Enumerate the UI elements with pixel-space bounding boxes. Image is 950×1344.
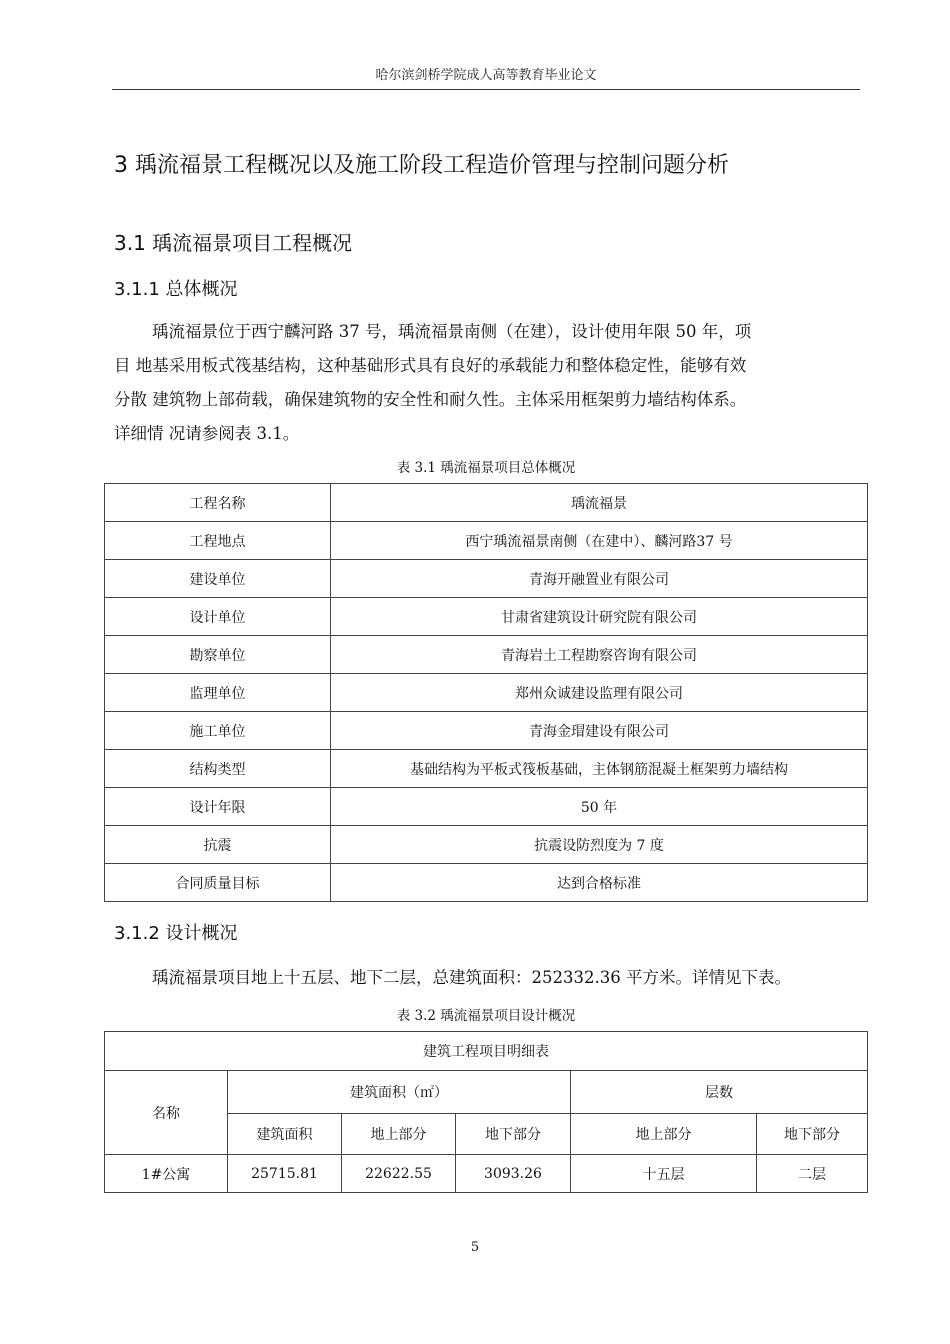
table-value-cell: 青海金瑁建设有限公司: [331, 712, 868, 750]
floors-group-header: 层数: [571, 1071, 868, 1114]
table-key-cell: 工程名称: [105, 484, 331, 522]
paragraph-line: 分散 建筑物上部荷载，确保建筑物的安全性和耐久性。主体采用框架剪力墙结构体系。: [114, 390, 747, 409]
section-title: 3.1 瑀流福景项目工程概况: [114, 231, 353, 255]
paragraph-line: 详细情 况请参阅表 3.1。: [114, 424, 300, 443]
table-value-cell: 西宁瑀流福景南侧（在建中）、麟河路37 号: [331, 522, 868, 560]
table-row: [105, 750, 868, 788]
table-value-cell: 达到合格标准: [331, 864, 868, 902]
table-title-row: [105, 1032, 868, 1071]
chapter-title: 3 瑀流福景工程概况以及施工阶段工程造价管理与控制问题分析: [114, 153, 729, 178]
subheader-cell: 建筑面积: [228, 1114, 342, 1155]
table-cell: 3093.26: [456, 1155, 571, 1193]
table-key-cell: 合同质量目标: [105, 864, 331, 902]
overview-paragraph: [114, 315, 862, 451]
table-row: [105, 826, 868, 864]
paragraph-line: 瑀流福景位于西宁麟河路 37 号，瑀流福景南侧（在建），设计使用年限 50 年，项: [152, 322, 752, 341]
table-row: [105, 864, 868, 902]
table-row: [105, 636, 868, 674]
table-value-cell: 瑀流福景: [331, 484, 868, 522]
table-value-cell: 50 年: [331, 788, 868, 826]
table-cell: 25715.81: [228, 1155, 342, 1193]
table-value-cell: 基础结构为平板式筏板基础，主体钢筋混凝土框架剪力墙结构: [331, 750, 868, 788]
header-divider: [112, 89, 860, 90]
table-row: [105, 522, 868, 560]
table-value-cell: 甘肃省建筑设计研究院有限公司: [331, 598, 868, 636]
table-header-row: [105, 1071, 868, 1114]
overview-table: [104, 483, 868, 902]
table-row: [105, 674, 868, 712]
table-row: [105, 1155, 868, 1193]
table-key-cell: 抗震: [105, 826, 331, 864]
table-title-cell: 建筑工程项目明细表: [105, 1032, 868, 1071]
table2-caption: 表 3.2 瑀流福景项目设计概况: [396, 1008, 576, 1024]
paragraph-line: 目 地基采用板式筏基结构，这种基础形式具有良好的承载能力和整体稳定性，能够有效: [114, 356, 747, 375]
design-paragraph: 瑀流福景项目地上十五层、地下二层，总建筑面积：252332.36 平方米。详情见下表。: [152, 968, 791, 987]
table-key-cell: 施工单位: [105, 712, 331, 750]
subheader-cell: 地上部分: [342, 1114, 456, 1155]
table-row: [105, 712, 868, 750]
table-key-cell: 结构类型: [105, 750, 331, 788]
table-cell: 1#公寓: [105, 1155, 228, 1193]
table-value-cell: 郑州众诚建设监理有限公司: [331, 674, 868, 712]
table-cell: 二层: [757, 1155, 868, 1193]
name-header-cell: 名称: [105, 1071, 228, 1155]
subheader-cell: 地下部分: [456, 1114, 571, 1155]
subsection-title-design: 3.1.2 设计概况: [114, 923, 238, 944]
table-row: [105, 560, 868, 598]
table-value-cell: 青海开融置业有限公司: [331, 560, 868, 598]
table-key-cell: 监理单位: [105, 674, 331, 712]
table-key-cell: 设计单位: [105, 598, 331, 636]
table-row: [105, 788, 868, 826]
table-value-cell: 青海岩土工程勘察咨询有限公司: [331, 636, 868, 674]
subheader-cell: 地上部分: [571, 1114, 757, 1155]
area-group-header: 建筑面积（㎡）: [228, 1071, 571, 1114]
page-number: 5: [470, 1240, 480, 1255]
table-value-cell: 抗震设防烈度为 7 度: [331, 826, 868, 864]
table-row: [105, 598, 868, 636]
table-key-cell: 建设单位: [105, 560, 331, 598]
table-key-cell: 设计年限: [105, 788, 331, 826]
subheader-cell: 地下部分: [757, 1114, 868, 1155]
table-key-cell: 工程地点: [105, 522, 331, 560]
table-key-cell: 勘察单位: [105, 636, 331, 674]
subsection-title-overview: 3.1.1 总体概况: [114, 279, 238, 300]
table-cell: 十五层: [571, 1155, 757, 1193]
table-row: [105, 484, 868, 522]
page-header: 哈尔滨剑桥学院成人高等教育毕业论文: [375, 68, 597, 83]
table-cell: 22622.55: [342, 1155, 456, 1193]
design-table: [104, 1031, 868, 1193]
table1-caption: 表 3.1 瑀流福景项目总体概况: [396, 460, 576, 476]
